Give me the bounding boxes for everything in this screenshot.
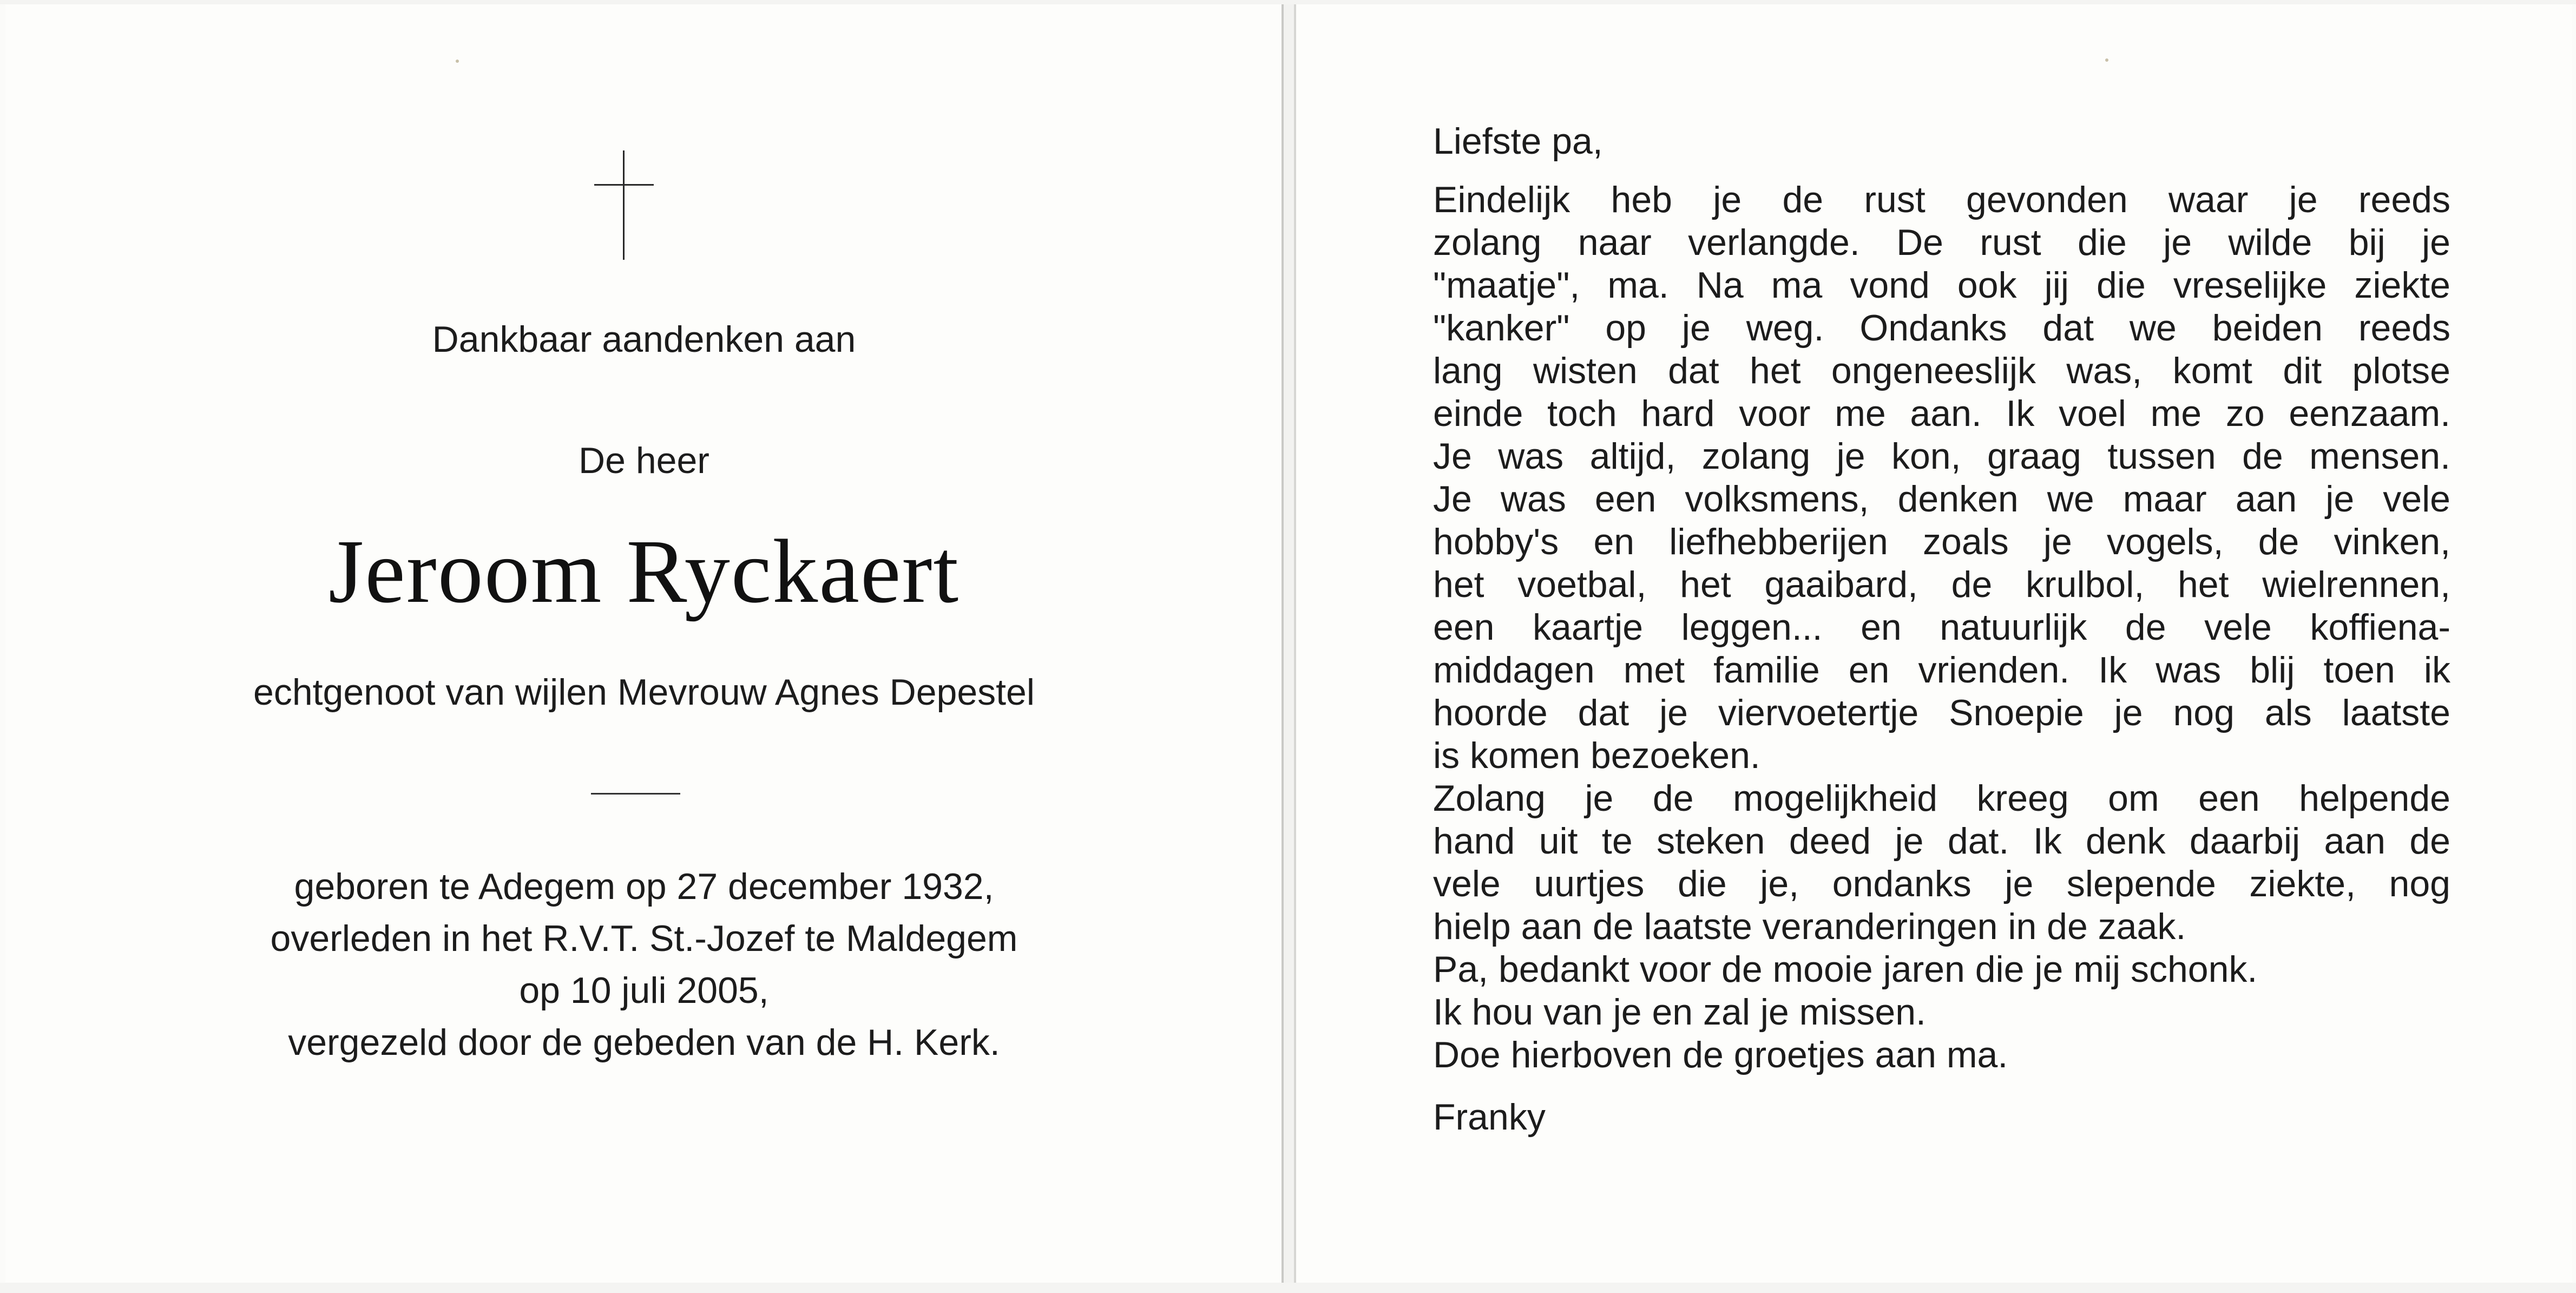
- letter-line: een kaartje leggen... en natuurlijk de vele koffiena-: [1433, 607, 2450, 648]
- letter-line: Je was altijd, zolang je kon, graag tussen de mensen.: [1433, 436, 2450, 477]
- cross-icon: [594, 150, 654, 260]
- life-details: [162, 861, 1126, 1068]
- letter-line: middagen met familie en vrienden. Ik was blij toen ik: [1433, 649, 2450, 691]
- letter-line: lang wisten dat het ongeneeslijk was, komt dit plotse: [1433, 350, 2450, 391]
- letter-signature: Franky: [1433, 1097, 1546, 1138]
- life-line: overleden in het R.V.T. St.-Jozef te Maldegem: [270, 918, 1018, 959]
- letter-line: hand uit te steken deed je dat. Ik denk daarbij aan de: [1433, 821, 2450, 862]
- letter-line: hielp aan de laatste veranderingen in de zaak.: [1433, 906, 2186, 947]
- fold-gap: [1284, 4, 1294, 1283]
- letter-body: [1433, 179, 2450, 1077]
- life-line: geboren te Adegem op 27 december 1932,: [294, 866, 994, 907]
- letter-line: Zolang je de mogelijkheid kreeg om een helpende: [1433, 778, 2450, 819]
- intro-text: Dankbaar aandenken aan: [432, 319, 856, 360]
- spouse-text: echtgenoot van wijlen Mevrouw Agnes Depestel: [253, 672, 1035, 713]
- deceased-name: Jeroom Ryckaert: [328, 521, 960, 622]
- letter-line: hobby's en liefhebberijen zoals je vogels, de vinken,: [1433, 521, 2450, 562]
- life-line: op 10 juli 2005,: [519, 970, 769, 1011]
- letter-line: "kanker" op je weg. Ondanks dat we beiden reeds: [1433, 307, 2450, 349]
- letter-line: Pa, bedankt voor de mooie jaren die je mij schonk.: [1433, 949, 2258, 990]
- scan-top-edge: [0, 0, 2576, 4]
- letter-line: vele uurtjes die je, ondanks je slepende ziekte, nog: [1433, 863, 2450, 904]
- letter-line: hoorde dat je viervoetertje Snoepie je nog als laatste: [1433, 692, 2450, 733]
- honorific-text: De heer: [579, 440, 709, 481]
- letter-line: Ik hou van je en zal je missen.: [1433, 992, 1926, 1033]
- letter-line: het voetbal, het gaaibard, de krulbol, het wielrennen,: [1433, 564, 2450, 605]
- letter-line: Doe hierboven de groetjes aan ma.: [1433, 1034, 2008, 1075]
- letter-line: "maatje", ma. Na ma vond ook jij die vreselijke ziekte: [1433, 265, 2450, 306]
- scan-bottom-edge: [0, 1283, 2576, 1293]
- divider-line: [591, 793, 680, 795]
- paper-speck: [456, 60, 459, 63]
- paper-speck: [2105, 58, 2108, 62]
- letter-line: zolang naar verlangde. De rust die je wilde bij je: [1433, 222, 2450, 263]
- letter-line: einde toch hard voor me aan. Ik voel me zo eenzaam.: [1433, 393, 2450, 434]
- letter-line: is komen bezoeken.: [1433, 735, 1760, 776]
- letter-line: Eindelijk heb je de rust gevonden waar je reeds: [1433, 179, 2450, 220]
- letter-line: Je was een volksmens, denken we maar aan je vele: [1433, 478, 2450, 520]
- letter-greeting: Liefste pa,: [1433, 121, 1603, 162]
- life-line: vergezeld door de gebeden van de H. Kerk.: [288, 1022, 1000, 1063]
